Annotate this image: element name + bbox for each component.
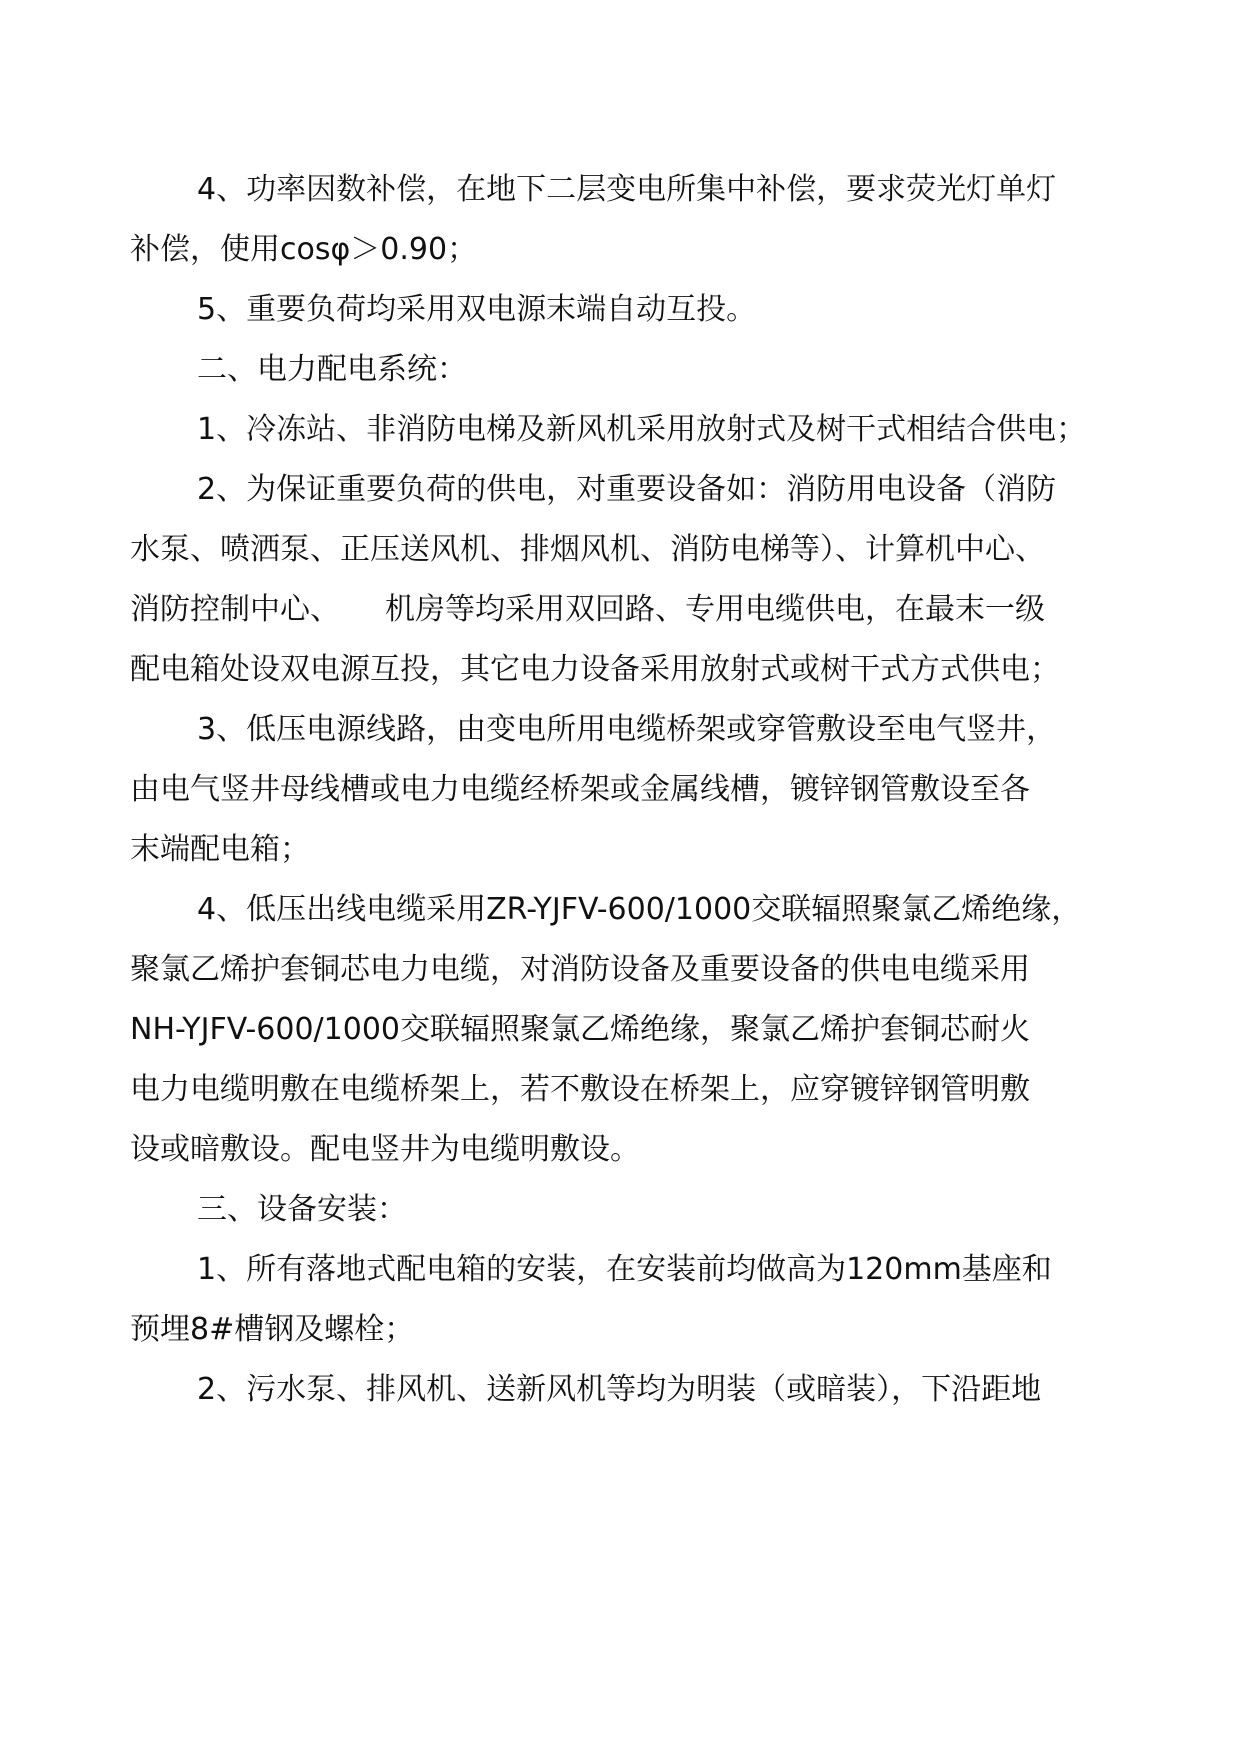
paragraph-important-loads-line-2: 水泵、喷洒泵、正压送风机、排烟风机、消防电梯等）、计算机中心、 xyxy=(130,532,1045,567)
paragraph-cable-spec-line-2: 聚氯乙烯护套铜芯电力电缆，对消防设备及重要设备的供电电缆采用 xyxy=(130,952,1030,987)
paragraph-floor-box-line-2: 预埋8#槽钢及螺栓； xyxy=(130,1312,415,1347)
section-heading-power-distribution: 二、电力配电系统： xyxy=(197,352,467,387)
paragraph-cable-spec-line-5: 设或暗敷设。配电竖井为电缆明敷设。 xyxy=(130,1132,640,1167)
paragraph-floor-box-line-1: 1、所有落地式配电箱的安装，在安装前均做高为120mm基座和 xyxy=(197,1252,1052,1287)
paragraph-cable-spec-line-3: NH-YJFV-600/1000交联辐照聚氯乙烯绝缘，聚氯乙烯护套铜芯耐火 xyxy=(130,1012,1030,1047)
section-heading-equipment-installation: 三、设备安装： xyxy=(197,1192,407,1227)
paragraph-low-voltage-line-2: 由电气竖井母线槽或电力电缆经桥架或金属线槽，镀锌钢管敷设至各 xyxy=(130,772,1030,807)
paragraph-chiller-station-line: 1、冷冻站、非消防电梯及新风机采用放射式及树干式相结合供电； xyxy=(197,412,1087,447)
paragraph-power-factor-line-2: 补偿，使用cosφ＞0.90； xyxy=(130,232,478,267)
paragraph-cable-spec-line-1: 4、低压出线电缆采用ZR-YJFV-600/1000交联辐照聚氯乙烯绝缘， xyxy=(197,892,1082,927)
paragraph-important-loads-line-3: 消防控制中心、 机房等均采用双回路、专用电缆供电，在最末一级 xyxy=(130,592,1045,627)
paragraph-low-voltage-line-1: 3、低压电源线路，由变电所用电缆桥架或穿管敷设至电气竖井， xyxy=(197,712,1057,747)
paragraph-pumps-fans-line-1: 2、污水泵、排风机、送新风机等均为明装（或暗装），下沿距地 xyxy=(197,1372,1042,1407)
paragraph-low-voltage-line-3: 末端配电箱； xyxy=(130,832,310,867)
paragraph-power-factor-line-1: 4、功率因数补偿，在地下二层变电所集中补偿，要求荧光灯单灯 xyxy=(197,172,1057,207)
paragraph-important-loads-line-1: 2、为保证重要负荷的供电，对重要设备如：消防用电设备（消防 xyxy=(197,472,1057,507)
paragraph-important-loads-line-4: 配电箱处设双电源互投，其它电力设备采用放射式或树干式方式供电； xyxy=(130,652,1060,687)
paragraph-dual-power-line: 5、重要负荷均采用双电源末端自动互投。 xyxy=(197,292,757,327)
paragraph-cable-spec-line-4: 电力电缆明敷在电缆桥架上，若不敷设在桥架上，应穿镀锌钢管明敷 xyxy=(130,1072,1030,1107)
